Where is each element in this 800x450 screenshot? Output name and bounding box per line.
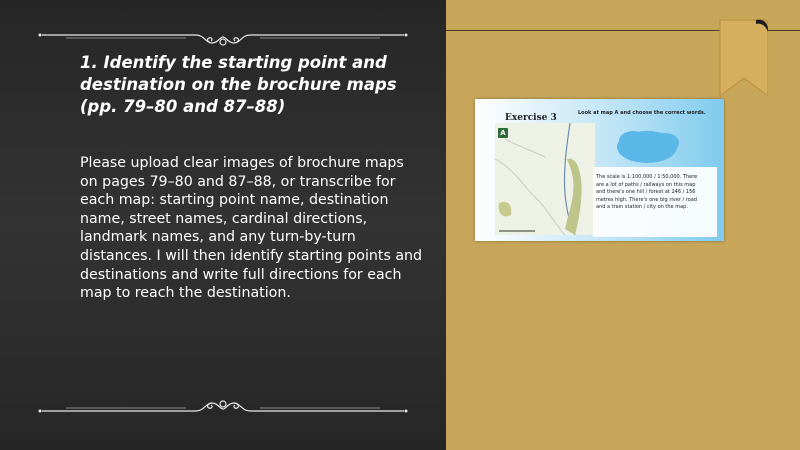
exercise-text: The scale is 1:100,000 / 1:50,000. There are a lot of paths / railways on this map and there's one hill / forest at 246 / 156 metres high. There's one big river / road and a train station / city on the map. <box>596 174 698 211</box>
scroll-flourish-icon <box>36 393 410 417</box>
bookmark-ribbon-icon <box>718 18 768 98</box>
exercise-title: Exercise 3 <box>505 113 557 123</box>
scroll-flourish-icon <box>36 29 410 53</box>
exercise-prompt: Look at map A and choose the correct words. <box>578 110 706 116</box>
slide-body-text: Please upload clear images of brochure maps on pages 79–80 and 87–88, or transcribe for each map: starting point name, destination name, street names, cardinal directions, landmark names, and any turn-by-turn distances. I will then identify starting points and destinations and write full directions for each map to reach the destination. <box>80 155 423 302</box>
slide-title: 1. Identify the starting point and destination on the brochure maps (pp. 79–80 and 87–88) <box>80 53 397 116</box>
map-tag-label: A <box>498 128 508 138</box>
